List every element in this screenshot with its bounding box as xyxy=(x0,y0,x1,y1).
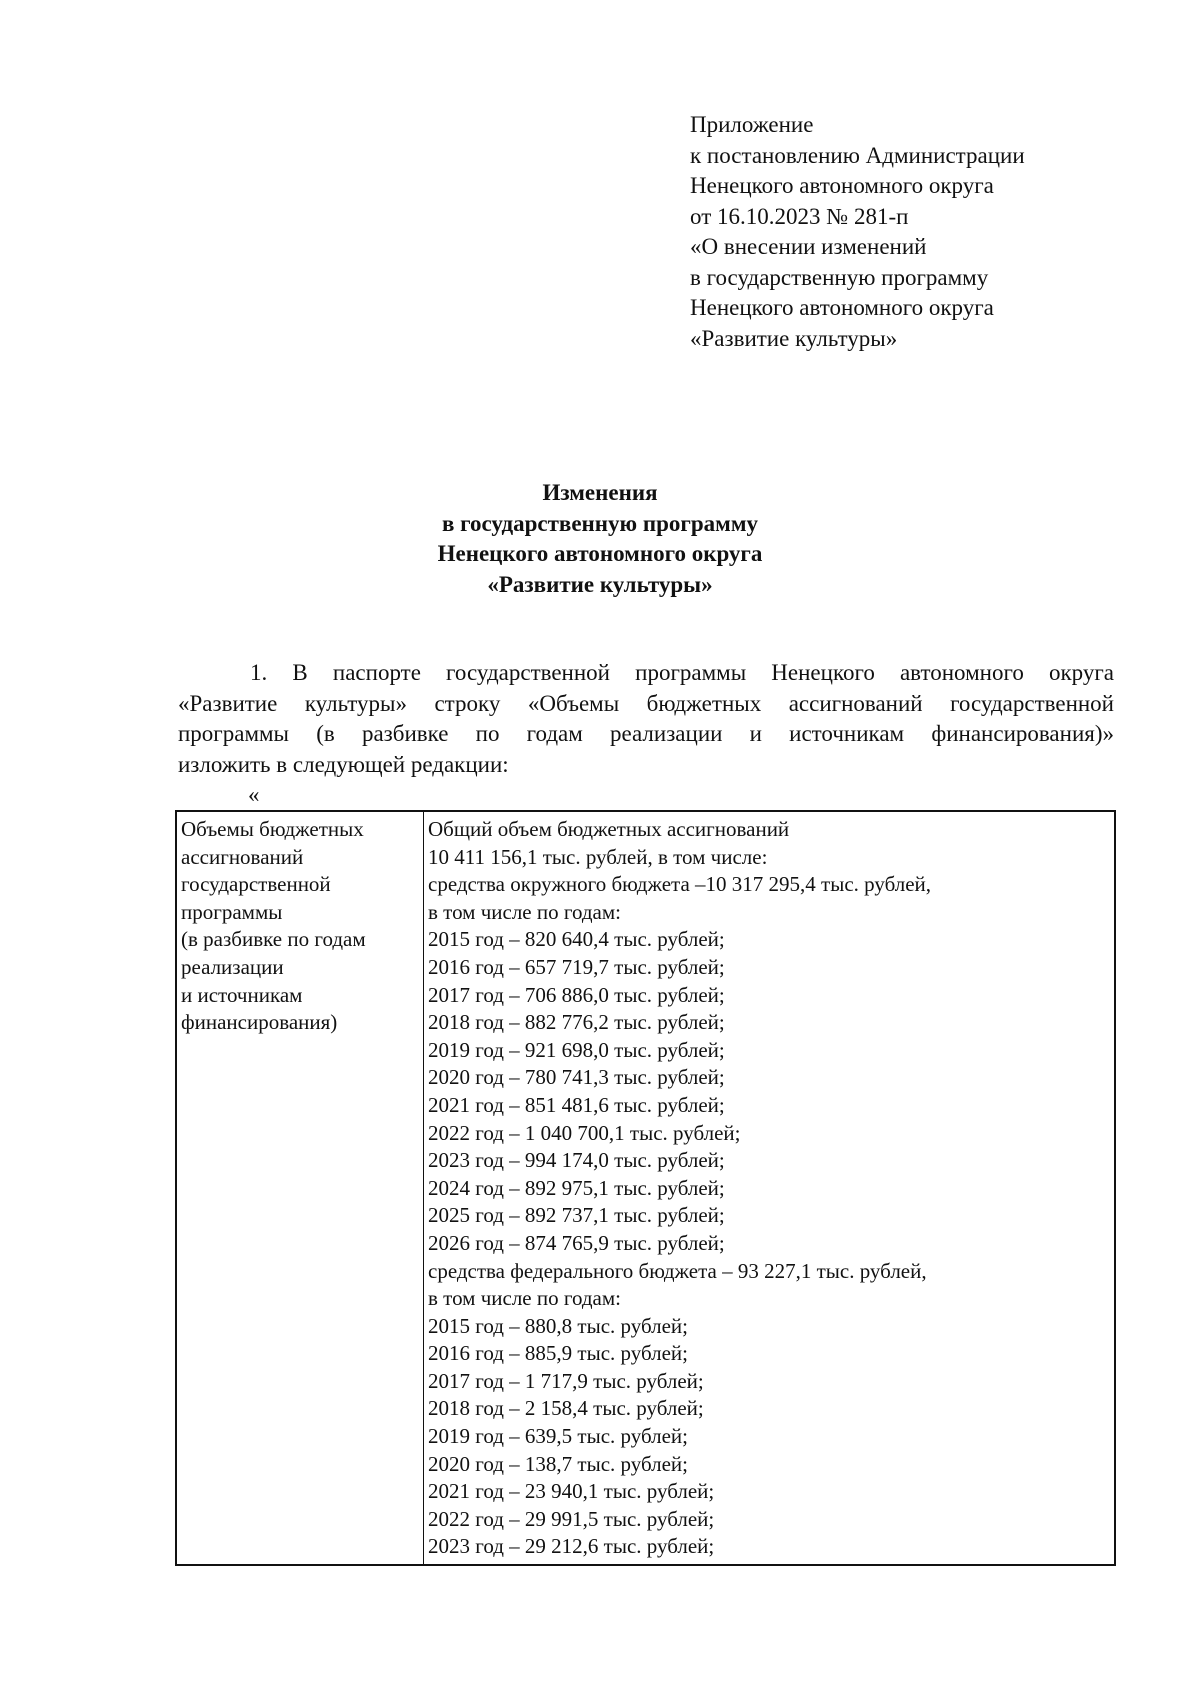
appendix-line: от 16.10.2023 № 281-п xyxy=(690,203,909,229)
value-line: 2017 год – 706 886,0 тыс. рублей; xyxy=(428,982,725,1007)
label-line: Объемы бюджетных xyxy=(181,817,364,841)
appendix-line: Ненецкого автономного округа xyxy=(690,295,994,320)
appendix-line: в государственную программу xyxy=(690,264,989,290)
appendix-line: Приложение xyxy=(690,112,814,137)
paragraph-line: 1. В паспорте государственной программы Ненецкого автономного округа xyxy=(250,660,1114,685)
value-line: в том числе по годам: xyxy=(428,899,621,924)
value-line: 2024 год – 892 975,1 тыс. рублей; xyxy=(428,1175,725,1200)
value-line: 2015 год – 820 640,4 тыс. рублей; xyxy=(428,927,725,952)
value-line: 2021 год – 23 940,1 тыс. рублей; xyxy=(428,1479,715,1504)
table-value-cell xyxy=(424,812,1114,1564)
label-line: государственной xyxy=(181,872,331,897)
value-line: в том числе по годам: xyxy=(428,1286,621,1311)
label-line: и источникам xyxy=(181,982,303,1007)
title-line: в государственную программу xyxy=(441,510,758,536)
appendix-line: Ненецкого автономного округа xyxy=(690,173,994,198)
paragraph-line: изложить в следующей редакции: xyxy=(178,751,509,777)
title-line: Изменения xyxy=(542,480,658,505)
value-line: 2016 год – 885,9 тыс. рублей; xyxy=(428,1341,689,1366)
title-line: Ненецкого автономного округа xyxy=(437,541,763,566)
label-line: программы xyxy=(181,899,283,924)
paragraph-line: программы (в разбивке по годам реализации и источникам финансирования)» xyxy=(178,721,1114,746)
label-line: реализации xyxy=(181,954,284,979)
label-line: (в разбивке по годам xyxy=(181,927,366,952)
value-line: 2020 год – 138,7 тыс. рублей; xyxy=(428,1451,689,1476)
appendix-line: «О внесении изменений xyxy=(690,234,927,259)
value-line: 2021 год – 851 481,6 тыс. рублей; xyxy=(428,1092,725,1117)
opening-quote-mark: « xyxy=(248,782,260,807)
appendix-line: к постановлению Администрации xyxy=(690,142,1025,168)
value-line: 2016 год – 657 719,7 тыс. рублей; xyxy=(428,954,725,979)
value-line: 2026 год – 874 765,9 тыс. рублей; xyxy=(428,1230,725,1255)
label-line: ассигнований xyxy=(181,844,304,869)
value-line: 2022 год – 29 991,5 тыс. рублей; xyxy=(428,1506,715,1531)
value-line: средства федерального бюджета – 93 227,1 тыс. рублей, xyxy=(428,1258,927,1283)
table-label-cell xyxy=(177,812,424,1564)
document-title xyxy=(0,478,1200,600)
appendix-block xyxy=(690,110,1025,354)
paragraph-line: «Развитие культуры» строку «Объемы бюджетных ассигнований государственной xyxy=(178,690,1114,716)
value-line: 2019 год – 639,5 тыс. рублей; xyxy=(428,1424,689,1449)
value-line: 2018 год – 882 776,2 тыс. рублей; xyxy=(428,1010,725,1035)
value-line: средства окружного бюджета –10 317 295,4 тыс. рублей, xyxy=(428,872,932,897)
value-line: 2025 год – 892 737,1 тыс. рублей; xyxy=(428,1203,725,1228)
value-line: 2018 год – 2 158,4 тыс. рублей; xyxy=(428,1396,704,1421)
title-line: «Развитие культуры» xyxy=(487,571,713,597)
value-line: 2022 год – 1 040 700,1 тыс. рублей; xyxy=(428,1120,741,1145)
label-line: финансирования) xyxy=(181,1010,338,1035)
value-line: 10 411 156,1 тыс. рублей, в том числе: xyxy=(428,844,768,869)
value-line: 2017 год – 1 717,9 тыс. рублей; xyxy=(428,1368,704,1393)
value-line: 2020 год – 780 741,3 тыс. рублей; xyxy=(428,1065,725,1090)
appendix-line: «Развитие культуры» xyxy=(690,325,898,351)
value-line: 2015 год – 880,8 тыс. рублей; xyxy=(428,1313,689,1338)
value-line: 2019 год – 921 698,0 тыс. рублей; xyxy=(428,1037,725,1062)
body-paragraph xyxy=(178,658,1114,780)
budget-table xyxy=(175,810,1116,1566)
value-line: 2023 год – 994 174,0 тыс. рублей; xyxy=(428,1148,725,1173)
value-line: Общий объем бюджетных ассигнований xyxy=(428,817,790,841)
value-line: 2023 год – 29 212,6 тыс. рублей; xyxy=(428,1534,715,1559)
